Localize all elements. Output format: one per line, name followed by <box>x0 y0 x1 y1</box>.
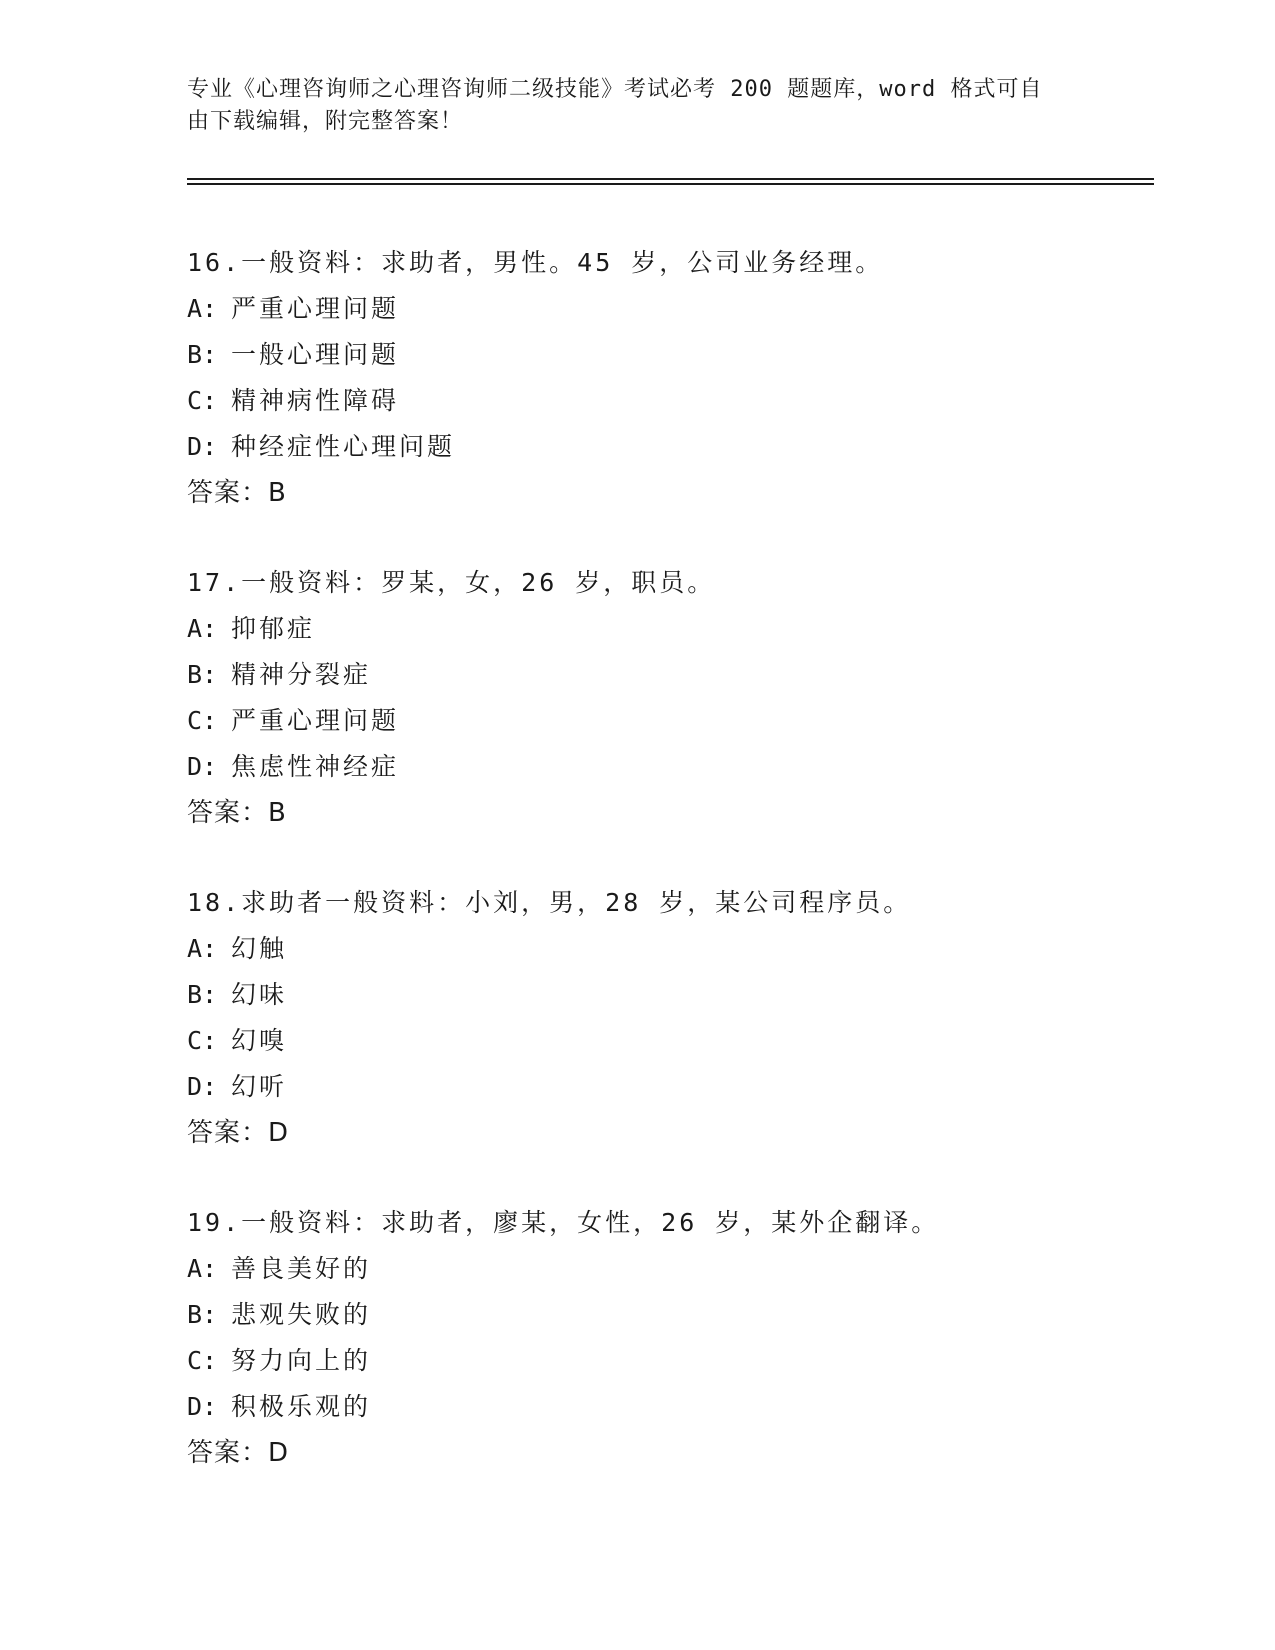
option-letter: A: <box>187 294 218 323</box>
header-divider-top <box>187 178 1154 180</box>
answer: 答案：D <box>187 1118 290 1148</box>
option-letter: A: <box>187 614 218 643</box>
answer: 答案：B <box>187 478 287 508</box>
document-header <box>187 74 1067 138</box>
option-text: 严重心理问题 <box>231 706 400 735</box>
option-text: 焦虑性神经症 <box>231 752 400 781</box>
option-letter: B: <box>187 1300 218 1329</box>
option-a <box>187 606 1154 652</box>
option-c <box>187 1018 1154 1064</box>
question-stem: 19.一般资料：求助者，廖某，女性，26 岁，某外企翻译。 <box>187 1208 940 1237</box>
option-letter: D: <box>187 432 218 461</box>
question-16 <box>187 240 1154 516</box>
option-a <box>187 926 1154 972</box>
option-letter: A: <box>187 1254 218 1283</box>
option-text: 积极乐观的 <box>231 1392 372 1421</box>
question-stem: 18.求助者一般资料：小刘，男，28 岁，某公司程序员。 <box>187 888 912 917</box>
answer: 答案：D <box>187 1438 290 1468</box>
option-d <box>187 1384 1154 1430</box>
option-text: 严重心理问题 <box>231 294 400 323</box>
option-text: 幻味 <box>231 980 288 1009</box>
option-text: 幻听 <box>231 1072 288 1101</box>
option-letter: B: <box>187 340 218 369</box>
question-17 <box>187 560 1154 836</box>
option-d <box>187 1064 1154 1110</box>
option-text: 一般心理问题 <box>231 340 400 369</box>
header-line-1: 专业《心理咨询师之心理咨询师二级技能》考试必考 200 题题库，word 格式可自 <box>187 77 1043 102</box>
option-text: 种经症性心理问题 <box>231 432 456 461</box>
option-b <box>187 1292 1154 1338</box>
option-d <box>187 424 1154 470</box>
option-letter: D: <box>187 752 218 781</box>
option-a <box>187 286 1154 332</box>
option-letter: C: <box>187 1026 218 1055</box>
option-b <box>187 332 1154 378</box>
option-letter: B: <box>187 660 218 689</box>
header-divider-bottom <box>187 183 1154 185</box>
option-b <box>187 652 1154 698</box>
question-stem: 16.一般资料：求助者，男性。45 岁，公司业务经理。 <box>187 248 884 277</box>
option-text: 努力向上的 <box>231 1346 372 1375</box>
option-b <box>187 972 1154 1018</box>
option-text: 抑郁症 <box>231 614 316 643</box>
option-text: 精神病性障碍 <box>231 386 400 415</box>
option-letter: C: <box>187 386 218 415</box>
option-letter: D: <box>187 1392 218 1421</box>
option-letter: C: <box>187 1346 218 1375</box>
option-c <box>187 1338 1154 1384</box>
option-letter: B: <box>187 980 218 1009</box>
option-letter: D: <box>187 1072 218 1101</box>
question-18 <box>187 880 1154 1156</box>
option-c <box>187 378 1154 424</box>
option-letter: C: <box>187 706 218 735</box>
header-line-2: 由下载编辑，附完整答案！ <box>187 109 464 134</box>
question-stem: 17.一般资料：罗某，女，26 岁，职员。 <box>187 568 716 597</box>
question-19 <box>187 1200 1154 1476</box>
option-text: 幻嗅 <box>231 1026 288 1055</box>
option-letter: A: <box>187 934 218 963</box>
option-text: 幻触 <box>231 934 288 963</box>
option-text: 精神分裂症 <box>231 660 372 689</box>
option-a <box>187 1246 1154 1292</box>
option-text: 善良美好的 <box>231 1254 372 1283</box>
option-d <box>187 744 1154 790</box>
answer: 答案：B <box>187 798 287 828</box>
option-c <box>187 698 1154 744</box>
question-list <box>187 240 1154 1520</box>
option-text: 悲观失败的 <box>231 1300 372 1329</box>
